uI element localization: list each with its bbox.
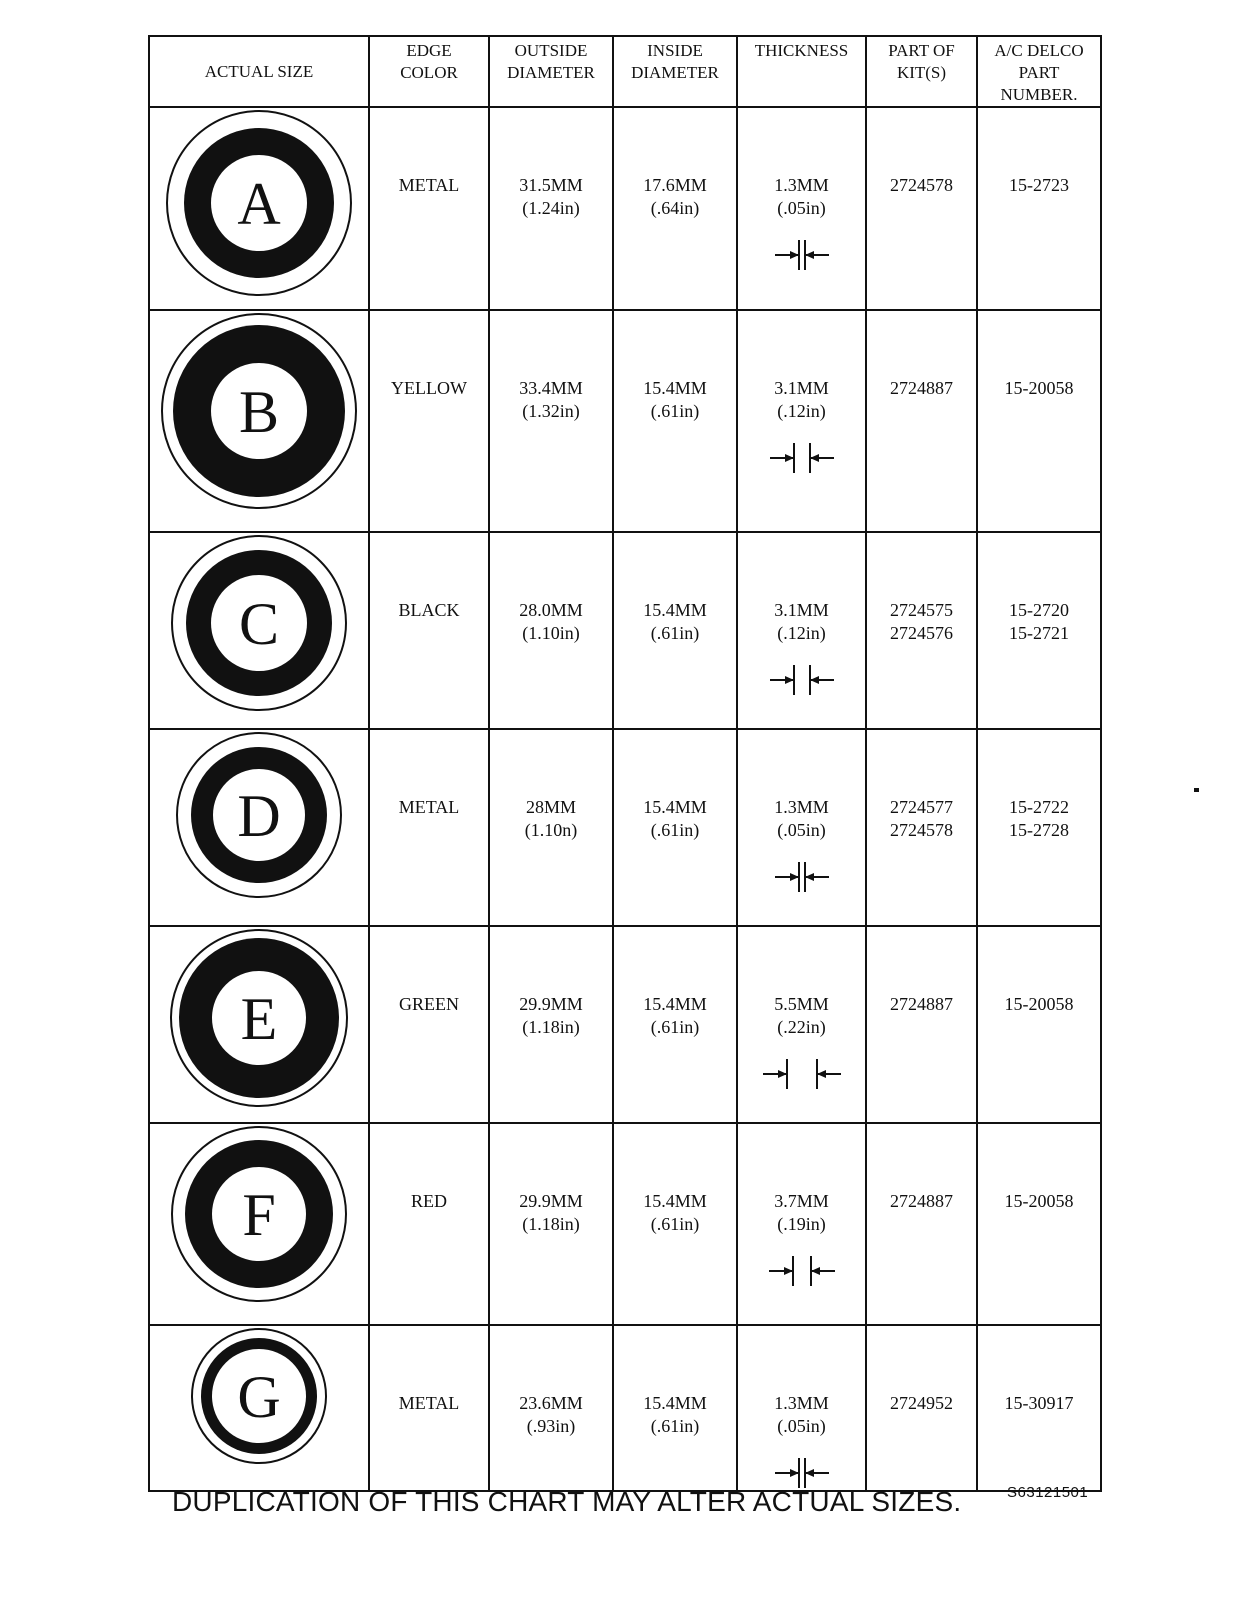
outside-diameter-cell-line1: 29.9MM: [519, 1191, 583, 1211]
thickness-dimension-icon: [757, 1057, 847, 1091]
thickness-cell-line1: 1.3MM: [774, 797, 829, 817]
shim-drawing-cell: [149, 1325, 369, 1491]
header-ac-delco: [977, 36, 1101, 107]
thickness-cell-line1: 3.1MM: [774, 600, 829, 620]
thickness-dimension-icon: [757, 860, 847, 894]
part-of-kits-cell: [866, 310, 977, 532]
inside-diameter-cell-line1: 17.6MM: [643, 175, 707, 195]
edge-color-cell: [369, 1123, 489, 1325]
outside-diameter-cell: [489, 926, 613, 1123]
header-outside-diameter: [489, 36, 613, 107]
inside-diameter-cell-line2: (.61in): [650, 623, 700, 643]
outside-diameter-cell-line2: (1.32in): [522, 401, 580, 421]
edge-color-cell-line1: METAL: [398, 175, 460, 195]
inside-diameter-cell-line1: 15.4MM: [643, 1393, 707, 1413]
header-kits-line1: PART OF: [888, 41, 955, 60]
shim-letter: E: [240, 986, 278, 1052]
thickness-cell-line1: 5.5MM: [774, 994, 829, 1014]
outside-diameter-cell-line2: (1.24in): [522, 198, 580, 218]
outside-diameter-cell: [489, 729, 613, 926]
ac-delco-part-number-cell: [977, 729, 1101, 926]
inside-diameter-cell-line2: (.64in): [650, 198, 700, 218]
edge-color-cell: [369, 532, 489, 729]
shim-letter: C: [238, 591, 280, 657]
ac-delco-part-number-cell-line1: 15-2722: [1009, 797, 1069, 817]
edge-color-cell-line1: RED: [411, 1191, 447, 1211]
thickness-dimension-icon: [757, 441, 847, 475]
part-of-kits-cell: [866, 926, 977, 1123]
header-part-of-kits: [866, 36, 977, 107]
table-row: [149, 107, 1101, 310]
outside-diameter-cell-line1: 28.0MM: [519, 600, 583, 620]
thickness-cell-line1: 1.3MM: [774, 175, 829, 195]
header-delco-line2: PART: [1018, 63, 1060, 82]
ac-delco-part-number-cell: [977, 1325, 1101, 1491]
inside-diameter-cell-line2: (.61in): [650, 820, 700, 840]
thickness-cell-line1: 3.7MM: [774, 1191, 829, 1211]
ac-delco-part-number-cell: [977, 926, 1101, 1123]
thickness-cell: [737, 1123, 866, 1325]
part-of-kits-cell-line1: 2724887: [890, 378, 953, 398]
edge-color-cell-line1: METAL: [398, 797, 460, 817]
thickness-cell-line2: (.12in): [777, 623, 826, 643]
inside-diameter-cell-line1: 15.4MM: [643, 1191, 707, 1211]
outside-diameter-cell-line1: 29.9MM: [519, 994, 583, 1014]
inside-diameter-cell: [613, 729, 737, 926]
thickness-cell-line2: (.05in): [777, 198, 826, 218]
thickness-dimension-icon: [757, 238, 847, 272]
part-of-kits-cell-line2: 2724578: [890, 820, 953, 840]
footer-warning: DUPLICATION OF THIS CHART MAY ALTER ACTUAL SIZES.: [172, 1486, 962, 1517]
table-row: [149, 1325, 1101, 1491]
outside-diameter-cell-line2: (1.10n): [524, 820, 578, 840]
thickness-cell-line1: 3.1MM: [774, 378, 829, 398]
shim-actual-size-icon: [159, 311, 359, 511]
inside-diameter-cell: [613, 107, 737, 310]
ac-delco-part-number-cell-line2: 15-2728: [1009, 820, 1069, 840]
part-of-kits-cell-line1: 2724952: [890, 1393, 953, 1413]
ac-delco-part-number-cell: [977, 532, 1101, 729]
part-of-kits-cell-line1: 2724575: [890, 600, 953, 620]
thickness-cell-line2: (.12in): [777, 401, 826, 421]
header-od-line2: DIAMETER: [507, 63, 595, 82]
part-of-kits-cell-line1: 2724887: [890, 994, 953, 1014]
shim-actual-size-icon: [174, 730, 344, 900]
edge-color-cell: [369, 1325, 489, 1491]
outside-diameter-cell-line1: 23.6MM: [519, 1393, 583, 1413]
header-row: [149, 36, 1101, 107]
edge-color-cell-line1: METAL: [398, 1393, 460, 1413]
ac-delco-part-number-cell-line1: 15-20058: [1004, 994, 1074, 1014]
header-od-line1: OUTSIDE: [514, 41, 588, 60]
thickness-cell: [737, 310, 866, 532]
thickness-dimension-icon: [757, 663, 847, 697]
outside-diameter-cell: [489, 1123, 613, 1325]
inside-diameter-cell-line1: 15.4MM: [643, 994, 707, 1014]
thickness-cell: [737, 532, 866, 729]
inside-diameter-cell: [613, 1325, 737, 1491]
thickness-cell-line2: (.19in): [777, 1214, 826, 1234]
header-actual-size: ACTUAL SIZE: [149, 36, 369, 107]
inside-diameter-cell-line2: (.61in): [650, 401, 700, 421]
part-of-kits-cell-line2: 2724576: [890, 623, 953, 643]
shim-drawing-cell: [149, 1123, 369, 1325]
inside-diameter-cell-line2: (.61in): [650, 1416, 700, 1436]
outside-diameter-cell-line1: 28MM: [525, 797, 576, 817]
edge-color-cell-line1: GREEN: [399, 994, 459, 1014]
table-row: [149, 1123, 1101, 1325]
edge-color-cell: [369, 729, 489, 926]
shim-letter: F: [242, 1182, 276, 1248]
thickness-cell-line2: (.05in): [777, 1416, 826, 1436]
part-of-kits-cell-line1: 2724577: [890, 797, 953, 817]
ac-delco-part-number-cell-line2: 15-2721: [1009, 623, 1069, 643]
shim-drawing-cell: [149, 729, 369, 926]
shim-actual-size-icon: [168, 927, 350, 1109]
shim-letter: B: [238, 379, 280, 445]
edge-color-cell: [369, 107, 489, 310]
shim-actual-size-icon: [164, 108, 354, 298]
ac-delco-part-number-cell: [977, 1123, 1101, 1325]
inside-diameter-cell: [613, 926, 737, 1123]
document-code: S63121501: [1007, 1484, 1089, 1501]
inside-diameter-cell-line2: (.61in): [650, 1214, 700, 1234]
shim-drawing-cell: [149, 532, 369, 729]
thickness-cell-line1: 1.3MM: [774, 1393, 829, 1413]
shim-drawing-cell: [149, 107, 369, 310]
shim-letter: G: [237, 1364, 281, 1430]
outside-diameter-cell: [489, 310, 613, 532]
thickness-dimension-icon: [757, 1456, 847, 1490]
header-kits-line2: KIT(S): [896, 63, 947, 82]
outside-diameter-cell-line2: (1.18in): [522, 1017, 580, 1037]
edge-color-cell: [369, 310, 489, 532]
inside-diameter-cell: [613, 310, 737, 532]
inside-diameter-cell-line1: 15.4MM: [643, 600, 707, 620]
header-edge-color: [369, 36, 489, 107]
thickness-cell: [737, 729, 866, 926]
shim-actual-size-icon: [189, 1326, 329, 1466]
header-id-line1: INSIDE: [647, 41, 703, 60]
outside-diameter-cell-line2: (.93in): [526, 1416, 576, 1436]
inside-diameter-cell-line1: 15.4MM: [643, 378, 707, 398]
part-of-kits-cell: [866, 1325, 977, 1491]
ac-delco-part-number-cell-line1: 15-30917: [1004, 1393, 1074, 1413]
inside-diameter-cell: [613, 1123, 737, 1325]
ac-delco-part-number-cell-line1: 15-20058: [1004, 1191, 1074, 1211]
shim-letter: D: [237, 783, 281, 849]
header-inside-diameter: [613, 36, 737, 107]
header-delco-line1: A/C DELCO: [994, 41, 1084, 60]
ac-delco-part-number-cell-line1: 15-2723: [1009, 175, 1069, 195]
ac-delco-part-number-cell-line1: 15-20058: [1004, 378, 1074, 398]
part-of-kits-cell: [866, 532, 977, 729]
outside-diameter-cell: [489, 1325, 613, 1491]
thickness-cell: [737, 926, 866, 1123]
part-of-kits-cell: [866, 729, 977, 926]
thickness-cell-line2: (.05in): [777, 820, 826, 840]
thickness-cell: [737, 1325, 866, 1491]
outside-diameter-cell-line1: 31.5MM: [519, 175, 583, 195]
inside-diameter-cell-line2: (.61in): [650, 1017, 700, 1037]
part-of-kits-cell: [866, 107, 977, 310]
header-edge-color-line1: EDGE: [406, 41, 452, 60]
outside-diameter-cell: [489, 107, 613, 310]
part-of-kits-cell-line1: 2724887: [890, 1191, 953, 1211]
part-of-kits-cell: [866, 1123, 977, 1325]
shim-drawing-cell: [149, 926, 369, 1123]
thickness-cell: [737, 107, 866, 310]
table-row: [149, 729, 1101, 926]
shim-size-chart: [148, 35, 1102, 1492]
table-row: [149, 310, 1101, 532]
header-delco-line3: NUMBER.: [1000, 85, 1078, 104]
part-of-kits-cell-line1: 2724578: [890, 175, 953, 195]
thickness-dimension-icon: [757, 1254, 847, 1288]
shim-drawing-cell: [149, 310, 369, 532]
table-row: [149, 532, 1101, 729]
outside-diameter-cell-line1: 33.4MM: [519, 378, 583, 398]
table-row: [149, 926, 1101, 1123]
shim-actual-size-icon: [169, 533, 349, 713]
header-id-line2: DIAMETER: [631, 63, 719, 82]
header-thickness: THICKNESS: [737, 36, 866, 107]
inside-diameter-cell: [613, 532, 737, 729]
shim-letter: A: [237, 171, 281, 237]
edge-color-cell-line1: BLACK: [398, 600, 460, 620]
outside-diameter-cell-line2: (1.18in): [522, 1214, 580, 1234]
ac-delco-part-number-cell: [977, 107, 1101, 310]
ac-delco-part-number-cell: [977, 310, 1101, 532]
thickness-cell-line2: (.22in): [777, 1017, 826, 1037]
inside-diameter-cell-line1: 15.4MM: [643, 797, 707, 817]
shim-actual-size-icon: [169, 1124, 349, 1304]
stray-dot: [1194, 788, 1199, 792]
edge-color-cell-line1: YELLOW: [391, 378, 467, 398]
edge-color-cell: [369, 926, 489, 1123]
outside-diameter-cell-line2: (1.10in): [522, 623, 580, 643]
header-edge-color-line2: COLOR: [400, 63, 458, 82]
ac-delco-part-number-cell-line1: 15-2720: [1009, 600, 1069, 620]
outside-diameter-cell: [489, 532, 613, 729]
